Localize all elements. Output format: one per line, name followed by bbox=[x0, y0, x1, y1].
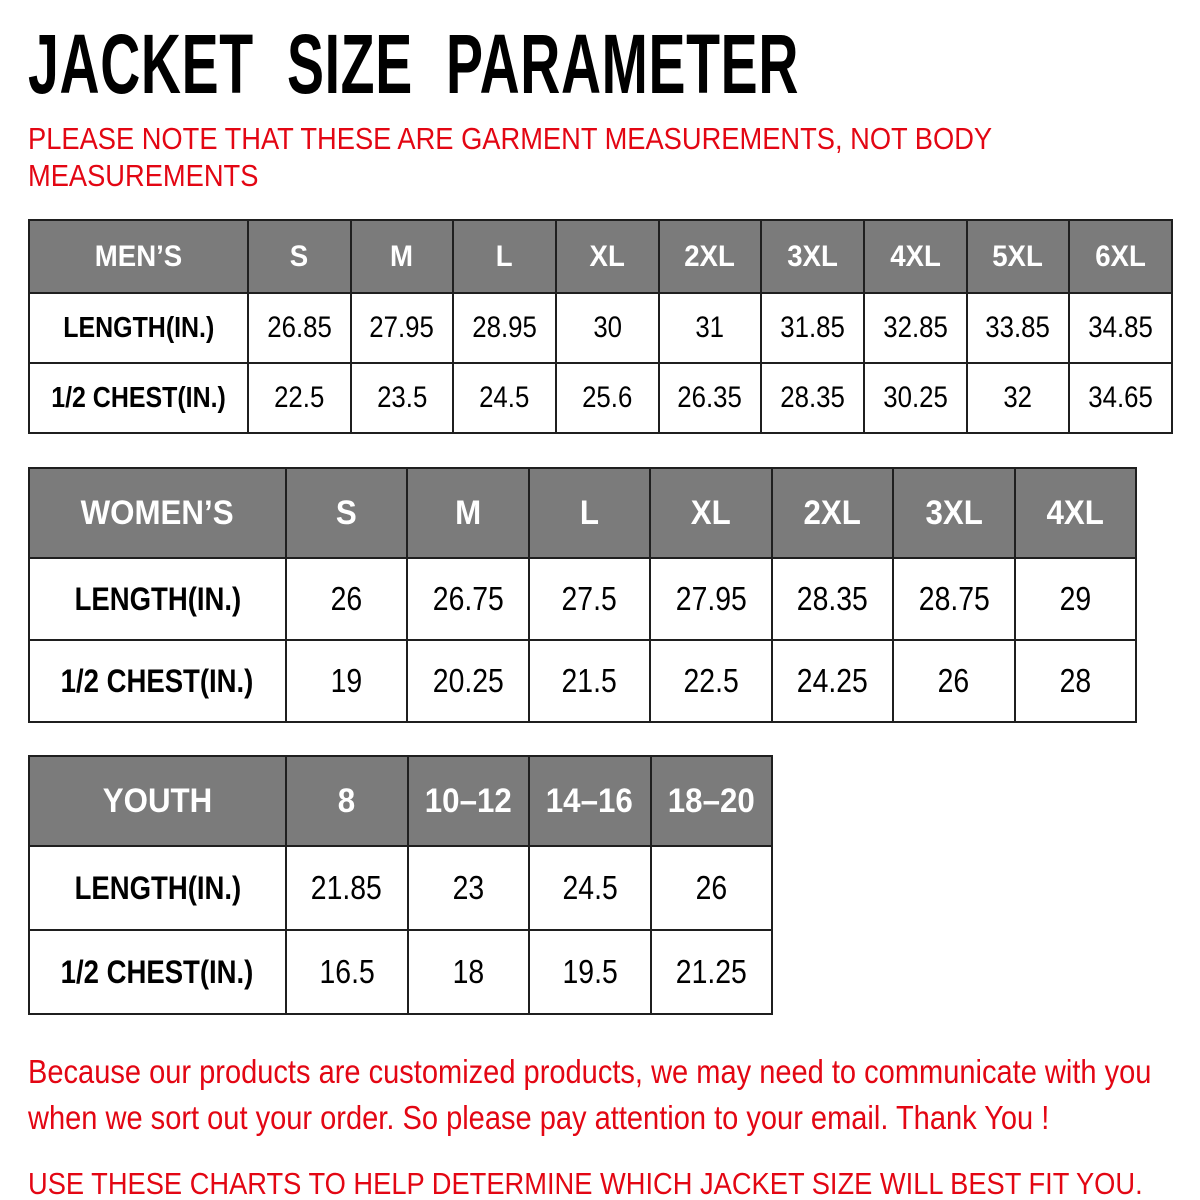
measurement-cell bbox=[967, 363, 1070, 433]
size-label: S bbox=[290, 239, 309, 273]
measurement-value: 33.85 bbox=[985, 311, 1051, 344]
row-label-cell bbox=[29, 846, 286, 930]
size-column-header bbox=[351, 220, 454, 293]
size-label: 18–20 bbox=[667, 781, 755, 820]
row-label: LENGTH(IN.) bbox=[74, 869, 241, 906]
size-label: L bbox=[496, 239, 514, 273]
size-column-header bbox=[453, 220, 556, 293]
customization-notice bbox=[28, 1049, 1200, 1141]
row-label-cell bbox=[29, 293, 248, 363]
size-label: 3XL bbox=[925, 493, 983, 532]
measurement-row bbox=[29, 640, 1136, 722]
footer-caps-line: USE THESE CHARTS TO HELP DETERMINE WHICH JACKET SIZE WILL BEST FIT YOU. bbox=[28, 1166, 1143, 1200]
measurement-value: 26.75 bbox=[432, 580, 504, 617]
measurement-value: 29 bbox=[1059, 580, 1092, 617]
measurement-cell bbox=[407, 640, 528, 722]
measurement-cell bbox=[1015, 558, 1136, 640]
measurement-cell bbox=[651, 846, 773, 930]
size-label: 6XL bbox=[1095, 239, 1146, 273]
measurement-cell bbox=[1069, 363, 1172, 433]
size-label: L bbox=[579, 493, 600, 532]
size-label: 2XL bbox=[803, 493, 862, 532]
garment-measurement-note bbox=[28, 120, 1200, 194]
chart-usage-advice bbox=[28, 1165, 1200, 1200]
measurement-cell bbox=[761, 293, 864, 363]
measurement-cell bbox=[286, 846, 408, 930]
table-title-label: MEN’S bbox=[94, 239, 183, 273]
page-title: JACKET SIZE PARAMETER bbox=[28, 17, 800, 111]
measurement-value: 21.25 bbox=[675, 953, 747, 990]
size-column-header bbox=[286, 468, 407, 558]
measurement-cell bbox=[286, 930, 408, 1014]
measurement-cell bbox=[453, 293, 556, 363]
measurement-value: 24.5 bbox=[562, 869, 618, 906]
size-column-header bbox=[1069, 220, 1172, 293]
row-label: 1/2 CHEST(IN.) bbox=[61, 662, 254, 699]
size-label: M bbox=[455, 493, 482, 532]
measurement-cell bbox=[864, 293, 967, 363]
size-label: 14–16 bbox=[546, 781, 634, 820]
measurement-value: 22.5 bbox=[274, 381, 325, 414]
size-column-header bbox=[772, 468, 893, 558]
measurement-value: 20.25 bbox=[432, 662, 504, 699]
measurement-value: 16.5 bbox=[319, 953, 375, 990]
size-label: XL bbox=[589, 239, 625, 273]
row-label-cell bbox=[29, 363, 248, 433]
row-label: LENGTH(IN.) bbox=[62, 311, 215, 344]
measurement-value: 28.35 bbox=[780, 381, 845, 414]
size-column-header bbox=[407, 468, 528, 558]
measurement-cell bbox=[351, 363, 454, 433]
size-column-header bbox=[556, 220, 659, 293]
row-label-cell bbox=[29, 558, 286, 640]
size-table-header-row bbox=[29, 220, 1172, 293]
youth-size-table bbox=[28, 755, 773, 1015]
measurement-cell bbox=[967, 293, 1070, 363]
table-title-label: WOMEN’S bbox=[81, 493, 234, 532]
measurement-value: 21.5 bbox=[561, 662, 618, 699]
measurement-row bbox=[29, 558, 1136, 640]
footer-line-1: Because our products are customized products, we may need to communicate with you bbox=[28, 1053, 1152, 1090]
measurement-row bbox=[29, 293, 1172, 363]
size-column-header bbox=[967, 220, 1070, 293]
measurement-cell bbox=[1015, 640, 1136, 722]
measurement-cell bbox=[529, 846, 651, 930]
measurement-value: 28.95 bbox=[472, 311, 537, 344]
measurement-cell bbox=[650, 640, 771, 722]
table-title-cell bbox=[29, 220, 248, 293]
size-column-header bbox=[286, 756, 408, 846]
measurement-value: 28.75 bbox=[918, 580, 990, 617]
size-column-header bbox=[761, 220, 864, 293]
row-label-cell bbox=[29, 640, 286, 722]
size-column-header bbox=[408, 756, 530, 846]
measurement-cell bbox=[893, 558, 1014, 640]
measurement-cell bbox=[772, 640, 893, 722]
measurement-cell bbox=[864, 363, 967, 433]
measurement-value: 34.85 bbox=[1088, 311, 1153, 344]
size-label: 3XL bbox=[787, 239, 838, 273]
measurement-cell bbox=[659, 363, 762, 433]
size-label: 2XL bbox=[684, 239, 736, 273]
measurement-value: 23.5 bbox=[376, 381, 428, 414]
measurement-value: 26 bbox=[695, 869, 728, 906]
size-label: 4XL bbox=[889, 239, 941, 273]
measurement-cell bbox=[659, 293, 762, 363]
measurement-cell bbox=[529, 930, 651, 1014]
measurement-value: 24.5 bbox=[479, 381, 530, 414]
measurement-row bbox=[29, 363, 1172, 433]
measurement-value: 26 bbox=[330, 580, 363, 617]
measurement-cell bbox=[556, 293, 659, 363]
size-column-header bbox=[529, 468, 650, 558]
size-label: 10–12 bbox=[424, 781, 512, 820]
measurement-value: 26.35 bbox=[677, 381, 743, 414]
table-title-cell bbox=[29, 468, 286, 558]
measurement-cell bbox=[650, 558, 771, 640]
measurement-value: 19 bbox=[330, 662, 363, 699]
measurement-cell bbox=[407, 558, 528, 640]
measurement-cell bbox=[248, 363, 351, 433]
size-column-header bbox=[659, 220, 762, 293]
measurement-cell bbox=[893, 640, 1014, 722]
measurement-cell bbox=[408, 930, 530, 1014]
measurement-value: 30 bbox=[592, 311, 622, 344]
size-label: 5XL bbox=[992, 239, 1044, 273]
measurement-cell bbox=[772, 558, 893, 640]
row-label-cell bbox=[29, 930, 286, 1014]
measurement-cell bbox=[529, 558, 650, 640]
size-column-header bbox=[864, 220, 967, 293]
measurement-value: 27.95 bbox=[675, 580, 747, 617]
measurement-cell bbox=[529, 640, 650, 722]
measurement-value: 22.5 bbox=[683, 662, 739, 699]
measurement-value: 26 bbox=[938, 662, 970, 699]
row-label: LENGTH(IN.) bbox=[74, 580, 241, 617]
measurement-row bbox=[29, 846, 772, 930]
table-title-cell bbox=[29, 756, 286, 846]
measurement-value: 34.65 bbox=[1088, 381, 1153, 414]
measurement-cell bbox=[453, 363, 556, 433]
measurement-value: 21.85 bbox=[311, 869, 383, 906]
size-column-header bbox=[893, 468, 1014, 558]
size-label: 4XL bbox=[1046, 493, 1104, 532]
row-label: 1/2 CHEST(IN.) bbox=[51, 381, 226, 414]
measurement-value: 30.25 bbox=[882, 381, 948, 414]
measurement-cell bbox=[1069, 293, 1172, 363]
note-line-2: MEASUREMENTS bbox=[28, 158, 259, 193]
row-label: 1/2 CHEST(IN.) bbox=[61, 953, 254, 990]
measurement-value: 31.85 bbox=[780, 311, 845, 344]
table-title-label: YOUTH bbox=[102, 781, 213, 820]
measurement-cell bbox=[556, 363, 659, 433]
mens-size-table bbox=[28, 219, 1173, 434]
measurement-cell bbox=[248, 293, 351, 363]
footer-line-2: when we sort out your order. So please pay attention to your email. Thank You ! bbox=[28, 1099, 1050, 1136]
measurement-cell bbox=[408, 846, 530, 930]
measurement-cell bbox=[286, 558, 407, 640]
size-column-header bbox=[650, 468, 771, 558]
size-column-header bbox=[651, 756, 773, 846]
size-label: M bbox=[390, 239, 414, 273]
measurement-value: 32.85 bbox=[882, 311, 948, 344]
size-label: XL bbox=[690, 493, 731, 532]
measurement-cell bbox=[286, 640, 407, 722]
note-line-1: PLEASE NOTE THAT THESE ARE GARMENT MEASUREMENTS, NOT BODY bbox=[28, 121, 993, 156]
size-table-header-row bbox=[29, 468, 1136, 558]
measurement-row bbox=[29, 930, 772, 1014]
measurement-value: 27.5 bbox=[561, 580, 618, 617]
measurement-value: 28 bbox=[1059, 662, 1092, 699]
measurement-cell bbox=[761, 363, 864, 433]
measurement-value: 27.95 bbox=[369, 311, 435, 344]
size-table-header-row bbox=[29, 756, 772, 846]
measurement-cell bbox=[351, 293, 454, 363]
size-column-header bbox=[529, 756, 651, 846]
measurement-value: 28.35 bbox=[796, 580, 868, 617]
size-column-header bbox=[1015, 468, 1136, 558]
size-label: 8 bbox=[338, 781, 356, 820]
measurement-value: 32 bbox=[1003, 381, 1033, 414]
measurement-value: 26.85 bbox=[267, 311, 332, 344]
size-column-header bbox=[248, 220, 351, 293]
measurement-value: 25.6 bbox=[582, 381, 633, 414]
measurement-value: 31 bbox=[695, 311, 725, 344]
measurement-cell bbox=[651, 930, 773, 1014]
womens-size-table bbox=[28, 467, 1137, 723]
measurement-value: 19.5 bbox=[562, 953, 618, 990]
measurement-value: 18 bbox=[452, 953, 485, 990]
measurement-value: 24.25 bbox=[796, 662, 868, 699]
measurement-value: 23 bbox=[452, 869, 485, 906]
size-label: S bbox=[336, 493, 358, 532]
